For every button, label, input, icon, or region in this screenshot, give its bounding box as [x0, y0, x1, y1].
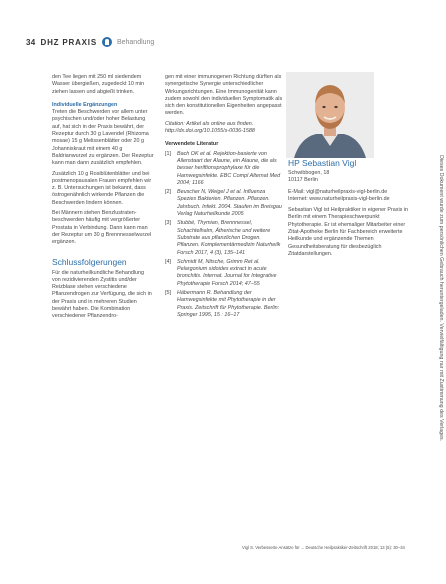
reference-number: [1] — [165, 150, 171, 157]
paragraph: Treten die Beschwerden vor allem unter psychischen und/oder hoher Belastung auf, hat sich in der Praxis bewährt, der Rezeptur durch 30 g Lavendel (Rhizoma mosae) 15 g Melissenblätter oder 20 g Johanniskraut mit einem 40 g Baldrianwurzel zu ergänzen. Der Rezeptur kann man dann zusätzlich empfehlen. — [52, 109, 154, 167]
reference-item — [165, 259, 283, 288]
author-info — [288, 170, 410, 261]
author-photo — [286, 72, 374, 158]
journal-brand: DHZ PRAXIS — [40, 37, 97, 47]
paragraph: gen mit einer immunogenen Richtung dürften als synergetische Synergie unterschiedlicher Wirkungsrichtungen. Eine Immunogenität kann zudem sowohl den individuellen Symptomatik als sich den konstitutionellen Eigenheiten angepasst werden. — [165, 74, 283, 117]
paragraph: Für die naturheilkundliche Behandlung von rezidivierenden Zystitis und/der Reizblase stehen verschiedene Pflanzendrogen zur Verfügung, die sich in der Praxis und in mehreren Studien bewährt haben. Die Kombination verschiedener Pflanzendro- — [52, 269, 152, 320]
download-notice: Dieses Dokument wurde zum persönlichen Gebrauch heruntergeladen. Vervielfältigung nur mit Zustimmung des Verlages. — [438, 155, 444, 442]
reference-item — [165, 290, 283, 319]
author-contact — [288, 189, 410, 204]
reference-number: [5] — [165, 290, 171, 297]
address-line: 10117 Berlin — [288, 177, 318, 184]
page-number: 34 — [26, 37, 36, 47]
section-label: Behandlung — [116, 38, 155, 46]
paragraph: Bei Männern stehen Benzlustraten-beschwerden häufig mit vergrößerter Prostata in Verbindung. Dann kann man der Rezeptur um 30 g Brennnesselwurzel ergänzen. — [52, 210, 152, 246]
section-icon — [102, 37, 112, 47]
reference-item — [165, 189, 283, 218]
reference-number: [2] — [165, 189, 171, 196]
author-portrait-icon — [286, 72, 374, 158]
reference-text: Schmidt M, Nitsche, Grimm Ret al. Pelargonium sidoides extract in acute bronchitis. Internat. Journal for Integrative Phytotherapie Forsch 2014; 47–55 — [177, 258, 277, 287]
page-header — [26, 36, 154, 48]
page-footer: Vigl S. Verbesserte Ansätze für ... Deutsche Heilpraktiker-Zeitschrift 2018; 13 (5): 30–34 — [242, 545, 405, 550]
references-heading: Verwendete Literatur — [165, 141, 219, 148]
citation: Citation: Artikel als online aus finden. http://dx.doi.org/10.1055/s-0036-1588 — [165, 120, 255, 135]
reference-item — [165, 151, 283, 187]
reference-text: Bach OK et al. Rejektion-basierte von Allenstaart der Alaune, ein Alaune, die als besser heriftionsprophylaxe für die Harnwegsinfekte. EBC Compl Alternat Med 2004; 1166 — [177, 150, 281, 186]
reference-number: [4] — [165, 258, 171, 265]
author-address — [288, 170, 410, 185]
article-column-1 — [52, 74, 154, 324]
author-website[interactable]: Internet: www.naturheilpraxis-vigl-berlin.de — [288, 195, 390, 202]
section-heading: Schlussfolgerungen — [52, 256, 127, 267]
author-email[interactable]: E-Mail: vigl@naturheilpraxis-vigl-berlin.de — [288, 188, 388, 195]
reference-number: [3] — [165, 220, 171, 227]
reference-text: Häbermann R. Behandlung der Harnwegsinfekte mit Phytotherapie in der Praxis. Zeitschrift für Phytotherapie. Berlin: Springer 1995, 15 : 16–17 — [177, 290, 280, 318]
article-column-2 — [165, 74, 283, 321]
author-name: HP Sebastian Vigl — [288, 158, 357, 168]
subheading: Individuelle Ergänzungen — [52, 101, 118, 108]
paragraph: den Tee liegen mit 250 ml siedendem Wasser übergießen, zugedeckt 10 min ziehen lassen und abgießt trinken. — [52, 74, 145, 95]
reference-item — [165, 220, 283, 256]
reference-text: Beuscher N, Weigel J et al. Influenza Spezies Bakterien. Pflanzen. Pflanzen. Jahrbuch. Infekt. 2004. Staufen im Breisgau Verlag Naturheilkunde 2005 — [177, 189, 282, 218]
author-bio: Sebastian Vigl ist Heilpraktiker in eigener Praxis in Berlin mit einem Therapieschwerpunkt Phytotherapie. Er ist ehemaliger Mitarbeiter einer Zitat-Apotheke Berlin für Fachbereich erweiterte Heilkunde und ergänzende Themen Gesundheitsberatung für diesbezüglich Zitatdarstellungen. — [288, 207, 409, 257]
reference-text: Stubbé, Thymian, Brennnessel, Schachtelhalm, Ätherische und weitere Substrate aus pflanzlichen Drogen. Pflanzen. Komplementärmedizin Naturheilk Forsch 2017, 4 (3), 135–141 — [177, 220, 281, 256]
address-line: Schwibbogen, 18 — [288, 170, 330, 176]
paragraph: Zusätzlich 10 g Rosiblütenblätter und bei postmenopausalen Frauen empfehlen wir z. B. Untersuchungen ist bekannt, dass östrogenähnlich wirkende Pflanzen die Beschwerden lindern können. — [52, 170, 152, 206]
